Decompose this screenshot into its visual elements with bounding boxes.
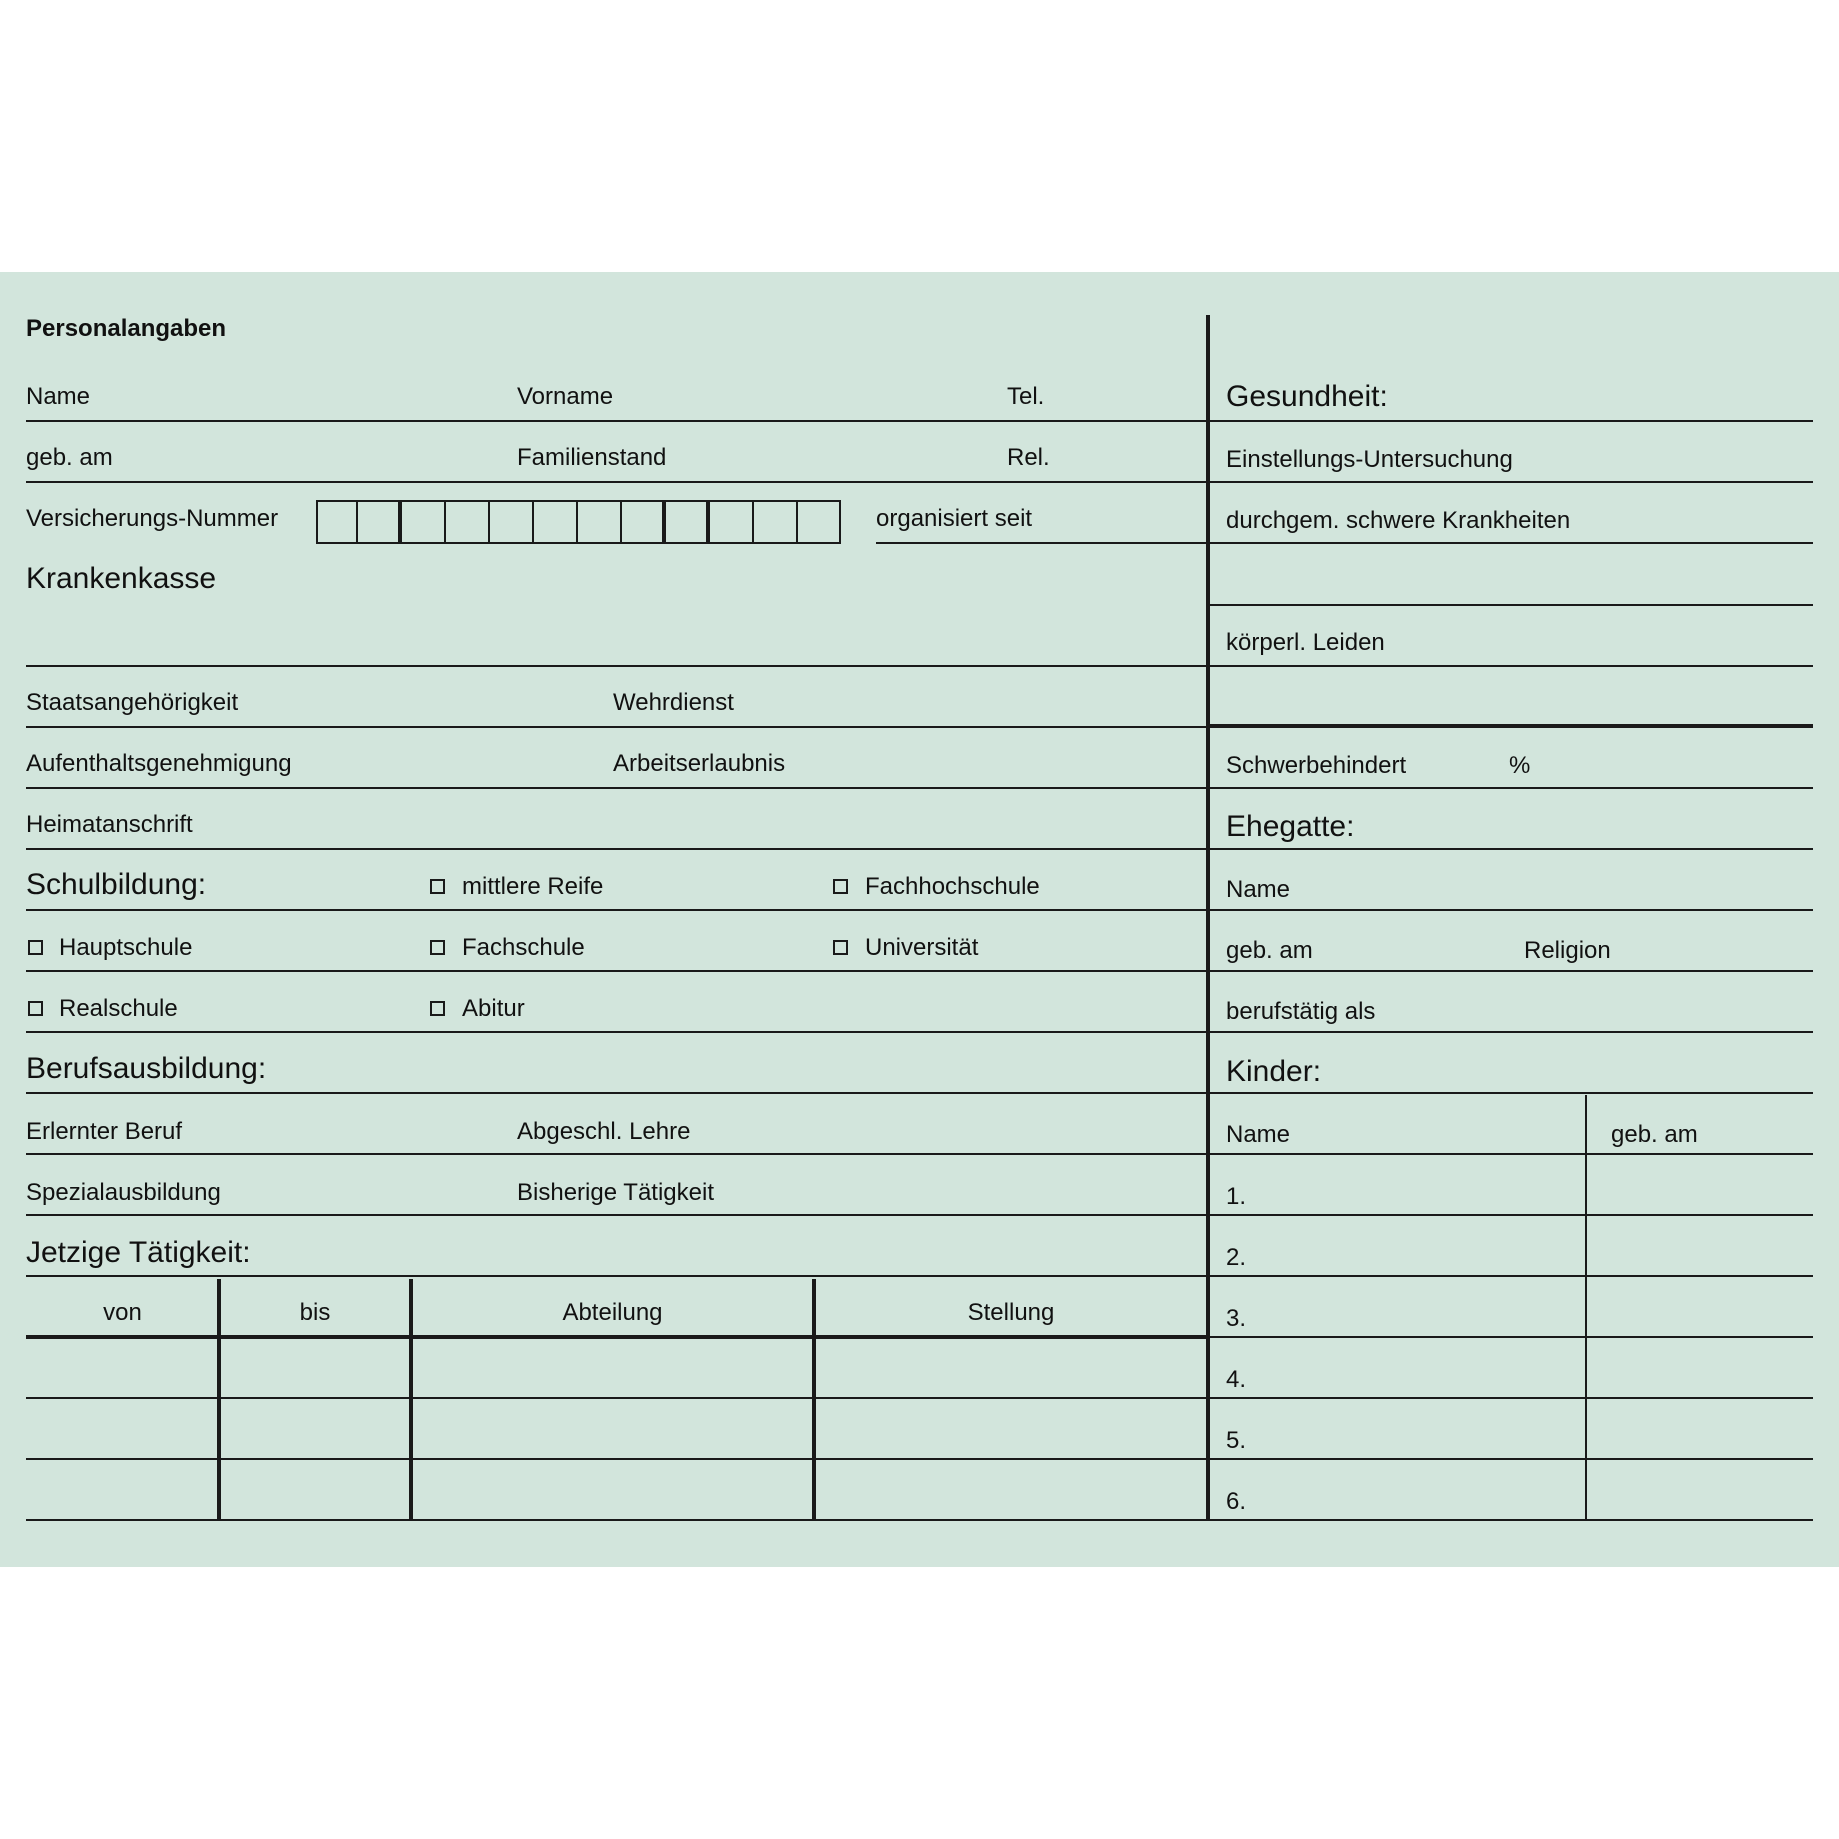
rule-line bbox=[1208, 1397, 1813, 1399]
label-spezialausbildung: Spezialausbildung bbox=[26, 1179, 221, 1206]
table-column-separator bbox=[409, 1279, 413, 1521]
label-familienstand: Familienstand bbox=[517, 444, 667, 471]
versicherungs-nummer-cell bbox=[404, 500, 446, 544]
kinder-row-number: 6. bbox=[1226, 1488, 1247, 1515]
option-realschule: Realschule bbox=[59, 995, 178, 1022]
label-gesundheit: Gesundheit: bbox=[1226, 380, 1388, 413]
label-ehegatte-name: Name bbox=[1226, 876, 1291, 903]
kinder-row-number: 3. bbox=[1226, 1305, 1247, 1332]
label-ehegatte-geb-am: geb. am bbox=[1226, 937, 1313, 964]
rule-line bbox=[1208, 1214, 1813, 1216]
rule-line bbox=[26, 1031, 1208, 1033]
option-fachschule: Fachschule bbox=[462, 934, 585, 961]
option-abitur: Abitur bbox=[462, 995, 525, 1022]
label-name: Name bbox=[26, 383, 91, 410]
main-column-divider bbox=[1206, 315, 1210, 1521]
versicherungs-nummer-cell bbox=[580, 500, 622, 544]
label-vorname: Vorname bbox=[517, 383, 614, 410]
rule-line bbox=[26, 1153, 1208, 1155]
table-header-von: von bbox=[103, 1299, 142, 1326]
label-koerperl-leiden: körperl. Leiden bbox=[1226, 629, 1385, 656]
versicherungs-nummer-cell bbox=[448, 500, 490, 544]
versicherungs-nummer-cell bbox=[756, 500, 798, 544]
label-jetzige-taetigkeit: Jetzige Tätigkeit: bbox=[26, 1236, 251, 1269]
rule-line bbox=[26, 726, 1208, 728]
label-wehrdienst: Wehrdienst bbox=[613, 689, 734, 716]
label-krankheiten: durchgem. schwere Krankheiten bbox=[1226, 507, 1571, 534]
kinder-row-number: 4. bbox=[1226, 1366, 1247, 1393]
rule-line bbox=[1208, 1153, 1813, 1155]
table-header-rule bbox=[26, 1335, 1208, 1339]
rule-line bbox=[1208, 542, 1813, 544]
option-fachhochschule: Fachhochschule bbox=[865, 873, 1040, 900]
table-column-separator bbox=[812, 1279, 816, 1521]
rule-line bbox=[26, 665, 1208, 667]
checkbox-mittlere-reife[interactable] bbox=[430, 879, 445, 894]
rule-line bbox=[1208, 1092, 1813, 1094]
versicherungs-nummer-cell bbox=[712, 500, 754, 544]
checkbox-hauptschule[interactable] bbox=[28, 940, 43, 955]
rule-line bbox=[26, 1458, 1208, 1460]
label-organisiert-seit: organisiert seit bbox=[876, 505, 1033, 532]
option-hauptschule: Hauptschule bbox=[59, 934, 193, 961]
label-tel: Tel. bbox=[1007, 383, 1045, 410]
label-bisherige-taetigkeit: Bisherige Tätigkeit bbox=[517, 1179, 714, 1206]
rule-line bbox=[26, 787, 1208, 789]
label-schwerbehindert: Schwerbehindert bbox=[1226, 752, 1407, 779]
label-arbeitserlaubnis: Arbeitserlaubnis bbox=[613, 750, 786, 777]
label-percent: % bbox=[1509, 752, 1531, 779]
checkbox-realschule[interactable] bbox=[28, 1001, 43, 1016]
label-krankenkasse: Krankenkasse bbox=[26, 562, 217, 595]
table-header-stellung: Stellung bbox=[967, 1299, 1055, 1326]
personnel-record-card bbox=[0, 272, 1839, 1567]
section-title-personalangaben: Personalangaben bbox=[26, 315, 227, 342]
table-header-abteilung: Abteilung bbox=[562, 1299, 663, 1326]
rule-line bbox=[26, 481, 1208, 483]
rule-line bbox=[26, 909, 1208, 911]
label-kinder-name: Name bbox=[1226, 1121, 1291, 1148]
rule-line bbox=[26, 848, 1208, 850]
versicherungs-nummer-cell bbox=[492, 500, 534, 544]
label-versicherungs-nummer: Versicherungs-Nummer bbox=[26, 505, 279, 532]
label-kinder: Kinder: bbox=[1226, 1055, 1322, 1088]
rule-line bbox=[26, 1275, 1208, 1277]
rule-line bbox=[1208, 848, 1813, 850]
versicherungs-nummer-cell bbox=[536, 500, 578, 544]
rule-line bbox=[1208, 909, 1813, 911]
label-schulbildung: Schulbildung: bbox=[26, 868, 207, 901]
label-berufstaetig-als: berufstätig als bbox=[1226, 998, 1376, 1025]
rule-line bbox=[1208, 1458, 1813, 1460]
rule-line bbox=[26, 420, 1208, 422]
rule-line bbox=[26, 970, 1208, 972]
label-geb-am: geb. am bbox=[26, 444, 113, 471]
label-staatsangehoerigkeit: Staatsangehörigkeit bbox=[26, 689, 239, 716]
label-berufsausbildung: Berufsausbildung: bbox=[26, 1052, 267, 1085]
label-einstellungs-untersuchung: Einstellungs-Untersuchung bbox=[1226, 446, 1513, 473]
versicherungs-nummer-cell bbox=[360, 500, 402, 544]
kinder-row-number: 2. bbox=[1226, 1244, 1247, 1271]
label-erlernter-beruf: Erlernter Beruf bbox=[26, 1118, 183, 1145]
versicherungs-nummer-cell bbox=[624, 500, 666, 544]
table-column-separator bbox=[217, 1279, 221, 1521]
checkbox-fachhochschule[interactable] bbox=[833, 879, 848, 894]
rule-line bbox=[1208, 665, 1813, 667]
label-kinder-geb-am: geb. am bbox=[1611, 1121, 1698, 1148]
label-heimatanschrift: Heimatanschrift bbox=[26, 811, 193, 838]
rule-line bbox=[1208, 1275, 1813, 1277]
label-aufenthaltsgenehmigung: Aufenthaltsgenehmigung bbox=[26, 750, 292, 777]
checkbox-fachschule[interactable] bbox=[430, 940, 445, 955]
rule-line bbox=[26, 1397, 1208, 1399]
rule-line bbox=[26, 1214, 1208, 1216]
label-rel: Rel. bbox=[1007, 444, 1050, 471]
kinder-column-divider bbox=[1585, 1095, 1587, 1521]
gesundheit-section-rule bbox=[1208, 724, 1813, 728]
versicherungs-nummer-cell bbox=[316, 500, 358, 544]
kinder-row-number: 5. bbox=[1226, 1427, 1247, 1454]
rule-line bbox=[1208, 787, 1813, 789]
versicherungs-nummer-cell bbox=[668, 500, 710, 544]
rule-line bbox=[26, 1519, 1208, 1521]
option-universitaet: Universität bbox=[865, 934, 979, 961]
label-religion: Religion bbox=[1524, 937, 1611, 964]
kinder-row-number: 1. bbox=[1226, 1183, 1247, 1210]
rule-line bbox=[1208, 481, 1813, 483]
rule-line bbox=[1208, 1519, 1813, 1521]
rule-line bbox=[1208, 970, 1813, 972]
checkbox-universitaet[interactable] bbox=[833, 940, 848, 955]
rule-line bbox=[1208, 1031, 1813, 1033]
label-abgeschl-lehre: Abgeschl. Lehre bbox=[517, 1118, 691, 1145]
rule-line bbox=[1208, 1336, 1813, 1338]
rule-line bbox=[1208, 420, 1813, 422]
rule-line bbox=[26, 1092, 1208, 1094]
rule-line bbox=[1208, 604, 1813, 606]
checkbox-abitur[interactable] bbox=[430, 1001, 445, 1016]
label-ehegatte: Ehegatte: bbox=[1226, 810, 1355, 843]
rule-line bbox=[876, 542, 1208, 544]
table-header-bis: bis bbox=[299, 1299, 331, 1326]
option-mittlere-reife: mittlere Reife bbox=[462, 873, 604, 900]
